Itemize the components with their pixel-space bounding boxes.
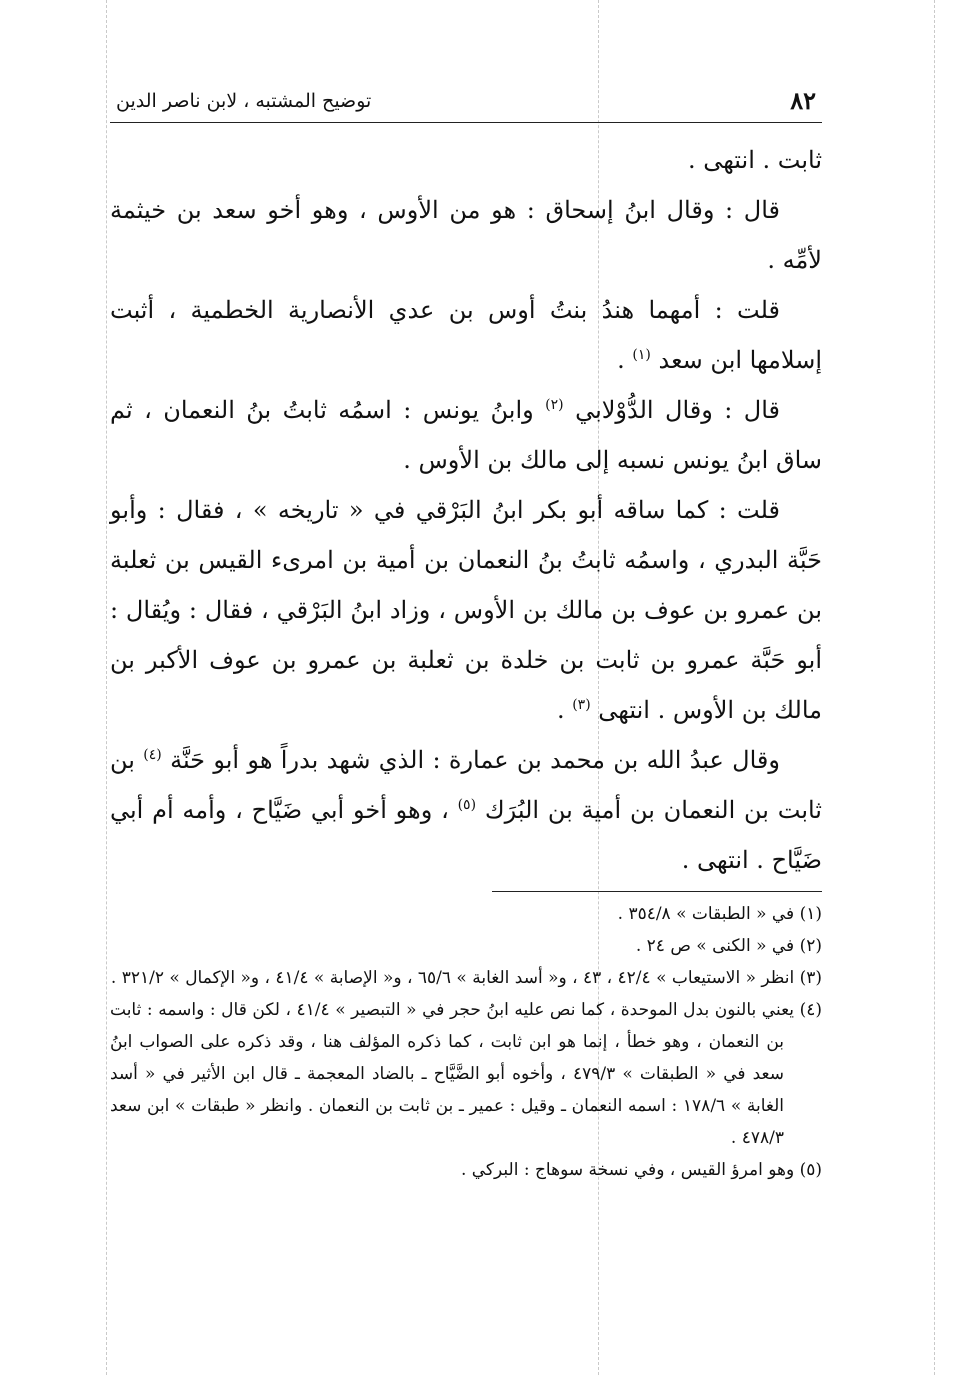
- footnote: (٢) في « الكنى » ص ٢٤ .: [635, 936, 822, 956]
- page-number: ٨٢: [790, 86, 816, 115]
- book-page: [110, 82, 822, 1322]
- footnote-reference: (٥): [457, 797, 477, 813]
- scan-fold-line-left: [106, 0, 107, 1375]
- paragraph: [110, 735, 822, 885]
- paragraph: [110, 385, 822, 485]
- paragraph-text: قلت : كما ساقه أبو بكر ابنُ البَرْقي في « تاريخه » ، فقال : وأبو حَبَّة البدري ، واسمُه ثابتُ بنُ النعمان بن أمية بن امرىء القيس بن ثعلبة بن عمرو بن عوف بن مالك بن الأوس ، وزاد ابنُ البَرْقي ، فقال : ويُقال : أبو حَبَّة عمرو بن ثابت بن خلدة بن ثعلبة بن عمرو بن عوف الأكبر بن مالك بن الأوس . انتهى: [110, 496, 822, 724]
- paragraph: [110, 185, 822, 285]
- footnotes: [110, 898, 822, 1186]
- footnote: (١) في « الطبقات » ٣٥٤/٨ .: [617, 904, 822, 924]
- paragraph: [110, 285, 822, 385]
- paragraph-text: .: [617, 346, 633, 374]
- footnote-reference: (١): [632, 347, 651, 363]
- paragraph: [110, 135, 822, 185]
- running-header-title: توضيح المشتبه ، لابن ناصر الدين: [116, 90, 372, 112]
- paragraph-text: وابنُ يونس : اسمُه ثابتُ بنُ النعمان ، ثم ساق ابنُ يونس نسبه إلى مالك بن الأوس .: [110, 396, 822, 474]
- running-header: [110, 82, 822, 123]
- footnote: (٣) انظر « الاستيعاب » ٤٢/٤ ، ٤٣ ، و« أسد الغابة » ٦٥/٦ ، و« الإصابة » ٤١/٤ ، و« الإكمال » ٣٢١/٢ .: [110, 968, 822, 988]
- footnote-reference: (٣): [572, 697, 591, 713]
- scan-fold-line-right: [934, 0, 935, 1375]
- footnote: (٤) يعني بالنون بدل الموحدة ، كما نص عليه ابنُ حجر في « التبصير » ٤١/٤ ، لكن قال : واسمه : ثابت بن النعمان ، وهو خطأ ، إنما هو ابن ثابت ، كما ذكره المؤلف هنا ، وقد ذكره على الصواب ابنُ سعد في « الطبقات » ٤٧٩/٣ ، وأخوه أبو الضَّيَّاح ـ بالضاد المعجمة ـ قال ابن الأثير في « أسد الغابة » ١٧٨/٦ : اسمه النعمان ـ وقيل : عمير ـ بن ثابت بن النعمان . وانظر « طبقات » ابن سعد ٤٧٨/٣ .: [110, 1000, 823, 1148]
- paragraph-text: بن ثابت بن النعمان بن أمية بن البُرَك: [110, 746, 822, 824]
- footnote-reference: (٢): [545, 397, 564, 413]
- paragraph-text: وقال عبدُ الله بن محمد بن عمارة : الذي شهد بدراً هو أبو حَنَّة: [161, 746, 780, 774]
- main-text: [110, 135, 822, 885]
- footnote: (٥) وهو امرؤ القيس ، وفي نسخة سوهاج : البركي .: [460, 1160, 822, 1180]
- paragraph-text: ثابت . انتهى .: [687, 146, 822, 174]
- footnote-separator: [492, 891, 822, 892]
- footnote-reference: (٤): [143, 747, 162, 763]
- paragraph: [110, 485, 822, 735]
- paragraph-text: ، وهو أخو أبي ضَيَّاح ، وأمه أم أبي ضَيَّاح . انتهى .: [110, 796, 822, 874]
- paragraph-text: قال : وقال ابنُ إسحاق : هو من الأوس ، وهو أخو سعد بن خيثمة لأمِّه .: [110, 196, 822, 274]
- paragraph-text: قلت : أمهما هندُ بنتُ أوس بن عدي الأنصارية الخطمية ، أثبت إسلامها ابن سعد: [110, 296, 822, 374]
- paragraph-text: قال : وقال الدُّوْلابي: [563, 396, 780, 424]
- paragraph-text: .: [556, 696, 573, 724]
